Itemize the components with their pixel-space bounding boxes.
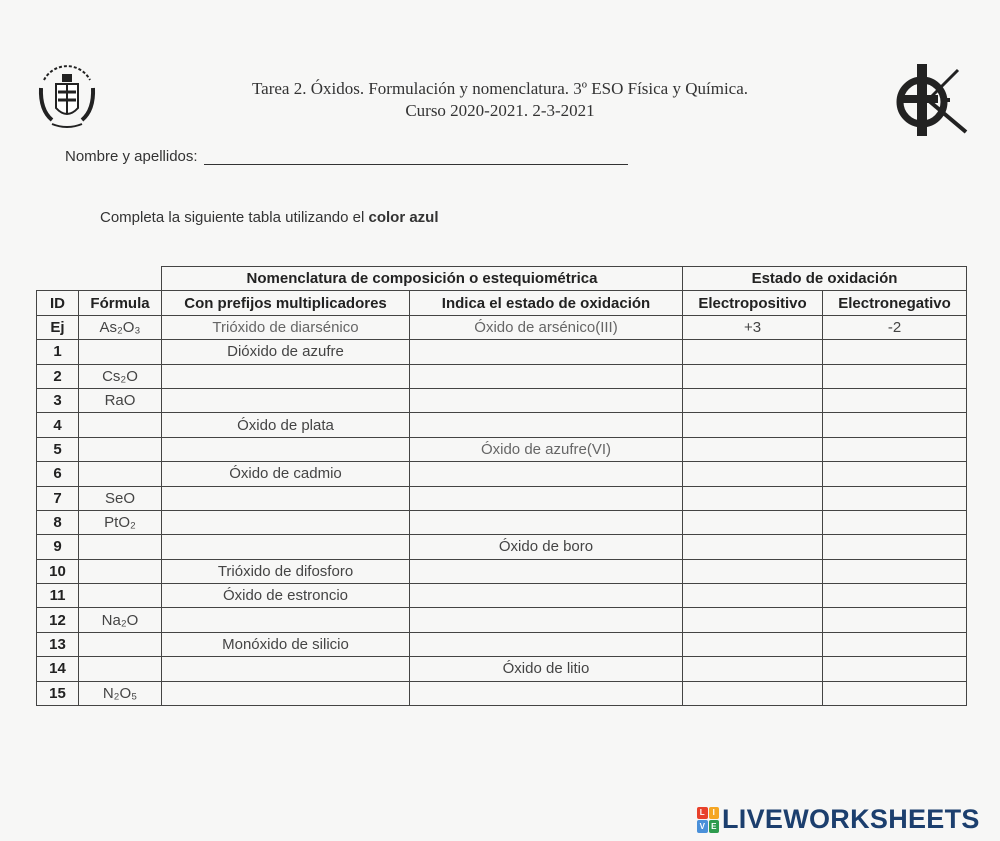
electronegative-cell: -2 [823,315,967,339]
electronegative-cell[interactable] [823,388,967,412]
table-row [37,413,967,437]
table-row [37,462,967,486]
brand-text: LIVEWORKSHEETS [722,804,980,834]
header-course: Curso 2020-2021. 2-3-2021 [405,101,595,120]
table-row [37,388,967,412]
table-row [37,632,967,656]
formula-cell[interactable] [79,535,162,559]
col-header-state: Indica el estado de oxidación [410,291,683,315]
electronegative-cell[interactable] [823,584,967,608]
prefixes-cell: Dióxido de azufre [162,340,410,364]
col-header-prefixes: Con prefijos multiplicadores [162,291,410,315]
prefixes-cell: Óxido de estroncio [162,584,410,608]
row-id: 15 [37,681,79,705]
name-field-row [65,146,628,165]
row-id: 12 [37,608,79,632]
instruction-prefix: Completa la siguiente tabla utilizando el [100,209,369,226]
col-header-electronegative: Electronegativo [823,291,967,315]
formula-cell[interactable] [79,340,162,364]
logo-letter: V [697,820,708,833]
electropositive-cell[interactable] [683,486,823,510]
state-cell[interactable] [410,413,683,437]
formula-cell[interactable] [79,584,162,608]
table-row [37,657,967,681]
instruction-text [100,209,439,226]
state-cell[interactable] [410,584,683,608]
electropositive-cell[interactable] [683,681,823,705]
table-row [37,340,967,364]
header-title: Tarea 2. Óxidos. Formulación y nomenclatura. 3º ESO Física y Química. [251,79,749,98]
electropositive-cell[interactable] [683,340,823,364]
table-row [37,559,967,583]
electropositive-cell: +3 [683,315,823,339]
state-cell: Óxido de boro [410,535,683,559]
row-id: 9 [37,535,79,559]
state-cell[interactable] [410,559,683,583]
state-cell: Óxido de litio [410,657,683,681]
formula-cell: N₂O₅ [79,681,162,705]
row-id: 2 [37,364,79,388]
electropositive-cell[interactable] [683,462,823,486]
state-cell: Óxido de azufre(VI) [410,437,683,461]
prefixes-cell: Trióxido de difosforo [162,559,410,583]
electropositive-cell[interactable] [683,584,823,608]
electronegative-cell[interactable] [823,657,967,681]
row-id: 3 [37,388,79,412]
electronegative-cell[interactable] [823,340,967,364]
formula-cell[interactable] [79,462,162,486]
electronegative-cell[interactable] [823,608,967,632]
formula-cell: PtO₂ [79,510,162,534]
prefixes-cell[interactable] [162,437,410,461]
row-id: Ej [37,315,79,339]
formula-cell[interactable] [79,632,162,656]
electronegative-cell[interactable] [823,559,967,583]
electropositive-cell[interactable] [683,510,823,534]
instruction-emphasis: color azul [368,209,439,226]
electropositive-cell[interactable] [683,437,823,461]
prefixes-cell[interactable] [162,535,410,559]
formula-cell[interactable] [79,413,162,437]
col-header-id: ID [37,291,79,315]
row-id: 4 [37,413,79,437]
state-cell: Óxido de arsénico(III) [410,315,683,339]
prefixes-cell[interactable] [162,608,410,632]
formula-cell: Na₂O [79,608,162,632]
formula-cell[interactable] [79,559,162,583]
logo-letter: I [709,807,720,820]
table-row [37,681,967,705]
electronegative-cell[interactable] [823,681,967,705]
row-id: 5 [37,437,79,461]
row-id: 7 [37,486,79,510]
electronegative-cell[interactable] [823,632,967,656]
school-crest-logo [36,58,98,130]
electronegative-cell[interactable] [823,510,967,534]
electropositive-cell[interactable] [683,632,823,656]
row-id: 11 [37,584,79,608]
table-row [37,486,967,510]
row-id: 10 [37,559,79,583]
electronegative-cell[interactable] [823,437,967,461]
col-header-formula: Fórmula [79,291,162,315]
prefixes-cell[interactable] [162,388,410,412]
logo-letter: L [697,807,708,820]
state-cell[interactable] [410,340,683,364]
electronegative-cell[interactable] [823,462,967,486]
table-row [37,364,967,388]
table-row [37,437,967,461]
prefixes-cell: Monóxido de silicio [162,632,410,656]
state-cell[interactable] [410,462,683,486]
table-corner [37,267,162,291]
row-id: 6 [37,462,79,486]
row-id: 14 [37,657,79,681]
liveworksheets-logo-icon [697,807,719,833]
formula-cell: RaO [79,388,162,412]
state-cell[interactable] [410,510,683,534]
state-cell[interactable] [410,632,683,656]
table-row [37,584,967,608]
electronegative-cell[interactable] [823,364,967,388]
electronegative-cell[interactable] [823,413,967,437]
electronegative-cell[interactable] [823,535,967,559]
formula-cell: Cs₂O [79,364,162,388]
prefixes-cell[interactable] [162,486,410,510]
institution-logo [888,58,970,140]
prefixes-cell: Óxido de plata [162,413,410,437]
electropositive-cell[interactable] [683,657,823,681]
name-label: Nombre y apellidos: [65,148,198,165]
state-cell[interactable] [410,388,683,412]
prefixes-cell[interactable] [162,510,410,534]
electropositive-cell[interactable] [683,413,823,437]
group-header-nomenclature: Nomenclatura de composición o estequiométrica [162,267,683,291]
logo-letter: E [709,820,720,833]
prefixes-cell[interactable] [162,657,410,681]
prefixes-cell: Óxido de cadmio [162,462,410,486]
state-cell[interactable] [410,608,683,632]
prefixes-cell[interactable] [162,364,410,388]
document-header [150,78,850,122]
electropositive-cell[interactable] [683,364,823,388]
formula-cell: As₂O₃ [79,315,162,339]
row-id: 13 [37,632,79,656]
row-id: 8 [37,510,79,534]
formula-cell[interactable] [79,657,162,681]
electropositive-cell[interactable] [683,388,823,412]
prefixes-cell[interactable] [162,681,410,705]
electropositive-cell[interactable] [683,608,823,632]
oxides-table [36,266,967,706]
state-cell[interactable] [410,364,683,388]
formula-cell[interactable] [79,437,162,461]
name-input-line[interactable] [204,146,628,165]
table-row [37,608,967,632]
electronegative-cell[interactable] [823,486,967,510]
state-cell[interactable] [410,681,683,705]
electropositive-cell[interactable] [683,535,823,559]
table-row [37,315,967,339]
formula-cell: SeO [79,486,162,510]
table-row [37,510,967,534]
electropositive-cell[interactable] [683,559,823,583]
prefixes-cell: Trióxido de diarsénico [162,315,410,339]
col-header-electropositive: Electropositivo [683,291,823,315]
row-id: 1 [37,340,79,364]
state-cell[interactable] [410,486,683,510]
liveworksheets-brand [697,804,980,835]
group-header-oxidation: Estado de oxidación [683,267,967,291]
table-row [37,535,967,559]
